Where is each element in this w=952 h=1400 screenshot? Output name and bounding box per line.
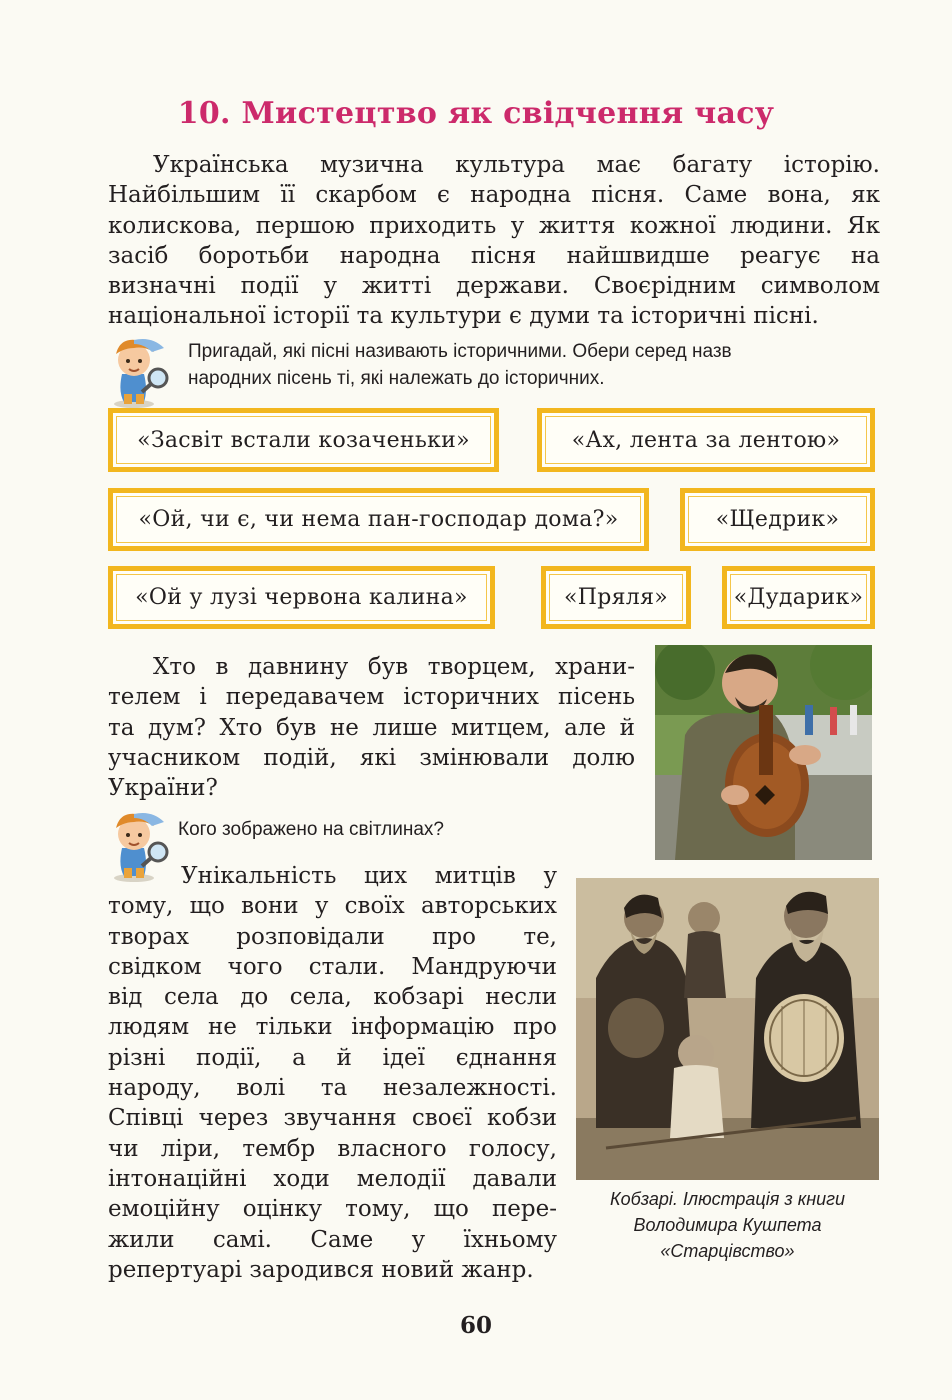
song-option[interactable] — [722, 566, 875, 629]
body-line: тому, що вони у своїх авторських — [108, 893, 557, 920]
body-line: творах розповідали про те, — [108, 923, 557, 950]
question-line: України? — [108, 775, 218, 802]
intro-line: національної історії та культури є думи та історичні пісні. — [108, 303, 819, 330]
kobzars-historical-photo — [576, 878, 879, 1180]
page-title: 10. Мистецтво як свідчення часу — [177, 96, 775, 131]
kobzar-photo — [655, 645, 872, 860]
body-line: чи ліри, тембр власного голосу, — [108, 1135, 557, 1162]
song-title: «Щедрик» — [715, 507, 840, 532]
task-recall-historical-songs — [188, 338, 880, 392]
question-line: Хто в давнину був творцем, храни- — [153, 654, 635, 680]
page-number: 60 — [459, 1312, 492, 1339]
song-option[interactable] — [108, 408, 499, 472]
task-line: Пригадай, які пісні називають історичними. Обери серед назв — [188, 341, 732, 362]
body-line: різні події, а й ідеї єднання — [108, 1044, 557, 1071]
body-line: Співці через звучання своєї кобзи — [108, 1105, 557, 1132]
question-line: учасником подій, які змінювали долю — [108, 744, 635, 771]
intro-line: Найбільшим її скарбом є народна пісня. Саме вона, як — [108, 182, 880, 209]
question-line: та дум? Хто був не лише митцем, але й — [108, 714, 635, 741]
intro-line: визначні події у житті держави. Своєрідним символом — [108, 273, 880, 300]
song-option[interactable] — [680, 488, 875, 551]
question-paragraph — [108, 652, 635, 803]
song-title: «Пряля» — [563, 585, 669, 610]
body-line: від села до села, кобзарі несли — [108, 984, 557, 1011]
song-option[interactable] — [108, 488, 649, 551]
body-line: репертуарі зародився новий жанр. — [108, 1256, 534, 1283]
boy-with-magnifier-icon — [104, 334, 174, 410]
body-paragraph — [108, 861, 557, 1285]
body-line: емоційну оцінку тому, що пере- — [108, 1196, 557, 1223]
caption-line: «Старцівство» — [660, 1241, 795, 1261]
body-line: інтонаційні ходи мелодії давали — [108, 1165, 557, 1192]
body-line: Унікальність цих митців у — [181, 863, 557, 889]
caption-line: Володимира Кушпета — [633, 1215, 822, 1235]
body-line: народу, волі та незалежності. — [108, 1075, 557, 1102]
intro-line: колискова, першою приходить у життя кожної людини. Як — [108, 212, 880, 239]
song-title: «Ах, лента за лентою» — [571, 427, 841, 453]
intro-line: засіб боротьби народна пісня найшвидше реагує на — [108, 242, 880, 269]
task-line: народних пісень ті, які належать до історичних. — [188, 368, 605, 389]
body-line: жили самі. Саме у їхньому — [108, 1226, 557, 1253]
intro-line: Українська музична культура має багату історію. — [153, 152, 880, 178]
song-option[interactable] — [541, 566, 691, 629]
song-title: «Засвіт встали козаченьки» — [137, 427, 470, 453]
body-line: свідком чого стали. Мандруючи — [108, 953, 557, 980]
task-who-is-depicted: Кого зображено на світлинах? — [178, 819, 444, 840]
song-option[interactable] — [537, 408, 875, 472]
song-option[interactable] — [108, 566, 495, 629]
body-line: людям не тільки інформацію про — [108, 1014, 557, 1041]
photo-caption — [576, 1186, 879, 1264]
intro-paragraph — [108, 150, 880, 332]
song-title: «Дударик» — [733, 585, 864, 610]
question-line: телем і передавачем історичних пісень — [108, 684, 635, 711]
song-title: «Ой у лузі червона калина» — [135, 585, 468, 610]
song-title: «Ой, чи є, чи нема пан-господар дома?» — [138, 507, 619, 532]
caption-line: Кобзарі. Ілюстрація з книги — [609, 1189, 845, 1209]
